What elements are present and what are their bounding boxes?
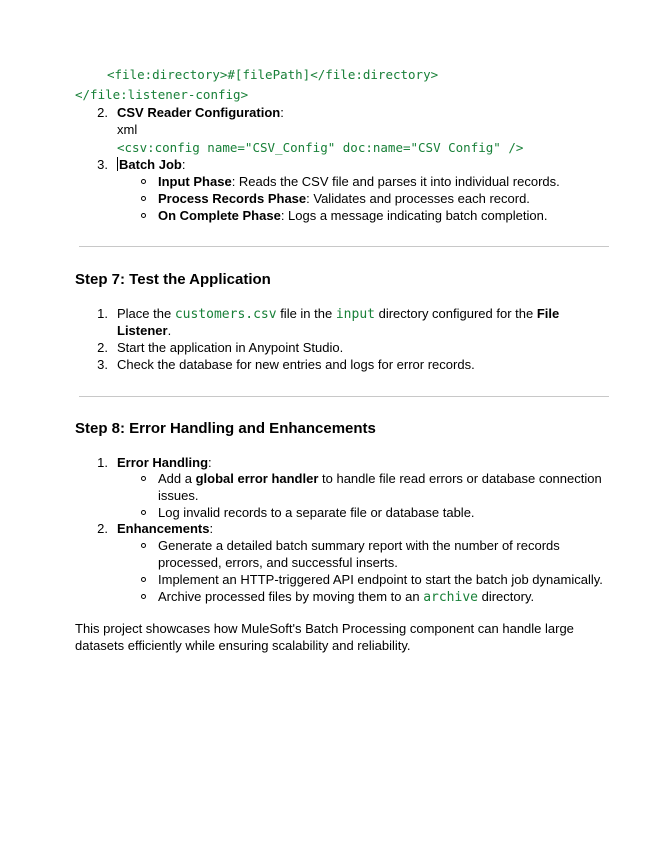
- list-number: 1.: [97, 306, 108, 321]
- item-title: Enhancements: [117, 521, 210, 536]
- list-item: [117, 455, 212, 471]
- sub-item: Implement an HTTP-triggered API endpoint to start the batch job dynamically.: [158, 572, 603, 587]
- text: .: [167, 323, 172, 338]
- phase-text: : Reads the CSV file and parses it into individual records.: [231, 174, 560, 189]
- list-number: 2.: [97, 340, 108, 355]
- sub-item: Log invalid records to a separate file or database table.: [158, 505, 475, 520]
- closing-paragraph-line: This project showcases how MuleSoft's Batch Processing component can handle large: [75, 621, 574, 636]
- section-heading: Step 8: Error Handling and Enhancements: [75, 420, 376, 437]
- phase-text: : Logs a message indicating batch completion.: [280, 208, 548, 223]
- divider: [79, 396, 609, 397]
- item-colon: :: [280, 105, 284, 120]
- bold-text: Listener: [117, 323, 168, 338]
- text: directory.: [477, 589, 535, 604]
- bullet-circle: [141, 213, 146, 218]
- bullet-circle: [141, 510, 146, 515]
- code-language-label: xml: [117, 122, 138, 137]
- item-title: Error Handling: [117, 455, 209, 470]
- text: Add a: [158, 471, 196, 486]
- list-item-continuation: [117, 323, 171, 339]
- list-number: 3.: [97, 357, 108, 372]
- bullet-circle: [141, 476, 146, 481]
- bold-text: global error handler: [195, 471, 319, 486]
- text: directory configured for the: [374, 306, 537, 321]
- code-line: <file:directory>#[filePath]</file:directory>: [107, 67, 439, 82]
- bold-text: File: [536, 306, 560, 321]
- list-number: 1.: [97, 455, 108, 470]
- code-line: </file:listener-config>: [75, 87, 249, 102]
- item-colon: :: [208, 455, 212, 470]
- divider: [79, 246, 609, 247]
- bullet-circle: [141, 594, 146, 599]
- phase-title: Process Records Phase: [158, 191, 307, 206]
- list-number: 3.: [97, 157, 108, 172]
- item-title: CSV Reader Configuration: [117, 105, 281, 120]
- bullet-circle: [141, 196, 146, 201]
- phase-item: [158, 174, 560, 190]
- list-item: Start the application in Anypoint Studio.: [117, 340, 344, 355]
- phase-item: [158, 208, 547, 224]
- item-colon: :: [181, 157, 186, 172]
- list-item: Check the database for new entries and logs for error records.: [117, 357, 475, 372]
- list-number: 2.: [97, 521, 108, 536]
- list-item: [117, 157, 185, 173]
- sub-item-continuation: processed, errors, and successful inserts.: [158, 555, 398, 570]
- text-cursor: [117, 157, 118, 171]
- list-item: [117, 306, 559, 323]
- item-colon: :: [209, 521, 214, 536]
- bullet-circle: [141, 179, 146, 184]
- list-number: 2.: [97, 105, 108, 120]
- text: to handle file read errors or database connection: [318, 471, 602, 486]
- text: Place the: [117, 306, 175, 321]
- phase-item: [158, 191, 530, 207]
- sub-item: [158, 471, 602, 487]
- text: file in the: [276, 306, 336, 321]
- phase-title: On Complete Phase: [158, 208, 281, 223]
- inline-code: customers.csv: [174, 307, 277, 322]
- sub-item-continuation: issues.: [158, 488, 199, 503]
- list-item: [117, 105, 284, 121]
- inline-code: archive: [423, 590, 478, 605]
- sub-item: Generate a detailed batch summary report with the number of records: [158, 538, 560, 553]
- closing-paragraph-line: datasets efficiently while ensuring scalability and reliability.: [75, 638, 411, 653]
- sub-item: [158, 589, 534, 606]
- bullet-circle: [141, 577, 146, 582]
- inline-code: input: [335, 307, 375, 322]
- phase-title: Input Phase: [158, 174, 232, 189]
- text: Archive processed files by moving them to an: [158, 589, 424, 604]
- phase-text: : Validates and processes each record.: [306, 191, 530, 206]
- list-item: [117, 521, 213, 537]
- item-title: Batch Job: [119, 157, 182, 172]
- bullet-circle: [141, 543, 146, 548]
- section-heading: Step 7: Test the Application: [75, 271, 271, 288]
- code-line: <csv:config name="CSV_Config" doc:name="CSV Config" />: [117, 140, 524, 155]
